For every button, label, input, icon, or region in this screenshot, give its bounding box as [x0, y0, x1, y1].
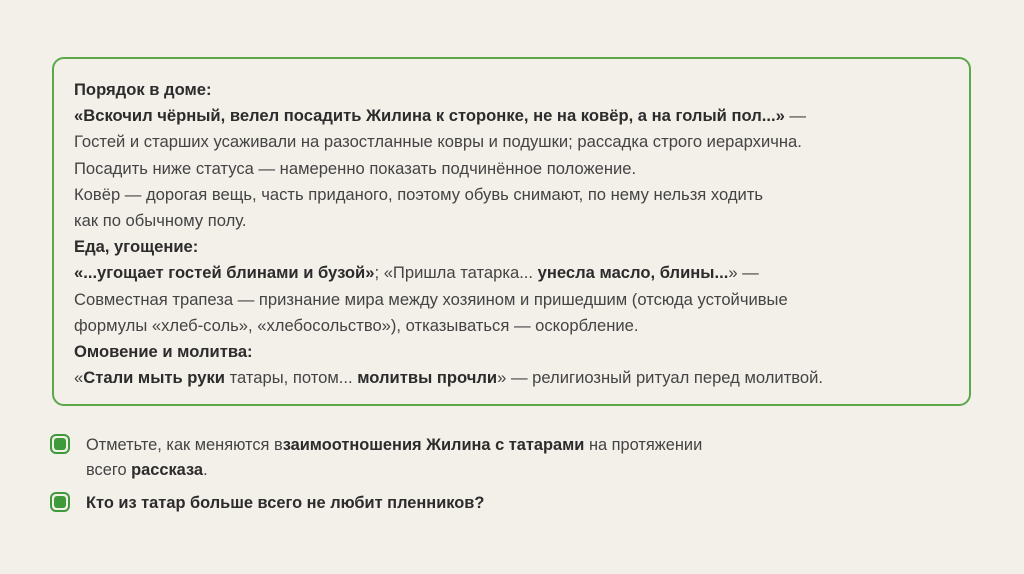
task-text-part: всего — [86, 461, 132, 479]
task-text-part: Отметьте, как меняются в — [86, 436, 283, 454]
quote-dash: — — [784, 106, 807, 126]
quote-end: » — — [728, 263, 759, 283]
task-text-part: на протяжении — [584, 436, 703, 454]
task-item — [50, 433, 990, 483]
section-heading-prayer: Омовение и молитва: — [74, 342, 253, 362]
checkbox-icon[interactable] — [50, 434, 70, 454]
text-line: Совместная трапеза — признание мира между хозяином и пришедшим (отсюда устойчивые — [74, 289, 788, 309]
quote-bold: молитвы прочли — [357, 368, 498, 388]
quote-bold: унесла масло, блины... — [537, 263, 729, 283]
text-line: Посадить ниже статуса — намеренно показать подчинённое положение. — [74, 158, 637, 178]
text-line: формулы «хлеб-соль», «хлебосольство»), отказываться — оскорбление. — [74, 315, 639, 335]
section-heading-food: Еда, угощение: — [74, 237, 199, 257]
section-heading-house-order: Порядок в доме: — [74, 80, 212, 99]
checkbox-fill — [54, 496, 66, 508]
text-line: Гостей и старших усаживали на разостланные ковры и подушки; рассадка строго иерархична. — [74, 132, 802, 152]
task-text — [86, 433, 702, 483]
info-box — [52, 57, 971, 406]
quote-bold: Стали мыть руки — [83, 368, 225, 388]
task-text-bold: заимоотношения Жилина с татарами — [282, 436, 585, 454]
task-text: Кто из татар больше всего не любит пленников? — [86, 494, 485, 512]
quote-open: « — [74, 368, 84, 388]
quote-text: ; «Пришла татарка... — [374, 263, 538, 283]
task-text-bold: рассказа — [131, 461, 204, 479]
task-item — [50, 491, 990, 516]
text-line: Ковёр — дорогая вещь, часть приданого, поэтому обувь снимают, по нему нельзя ходить — [74, 184, 764, 204]
quote-end: » — религиозный ритуал перед молитвой. — [497, 368, 824, 388]
task-list — [50, 433, 990, 524]
checkbox-icon[interactable] — [50, 492, 70, 512]
quote-seating: «Вскочил чёрный, велел посадить Жилина к сторонке, не на ковёр, а на голый пол...» — [74, 106, 785, 126]
text-line: как по обычному полу. — [74, 211, 247, 231]
quote-text: татары, потом... — [224, 368, 358, 388]
quote-treat: «...угощает гостей блинами и бузой» — [74, 263, 375, 283]
checkbox-fill — [54, 438, 66, 450]
task-text-part: . — [203, 461, 208, 479]
